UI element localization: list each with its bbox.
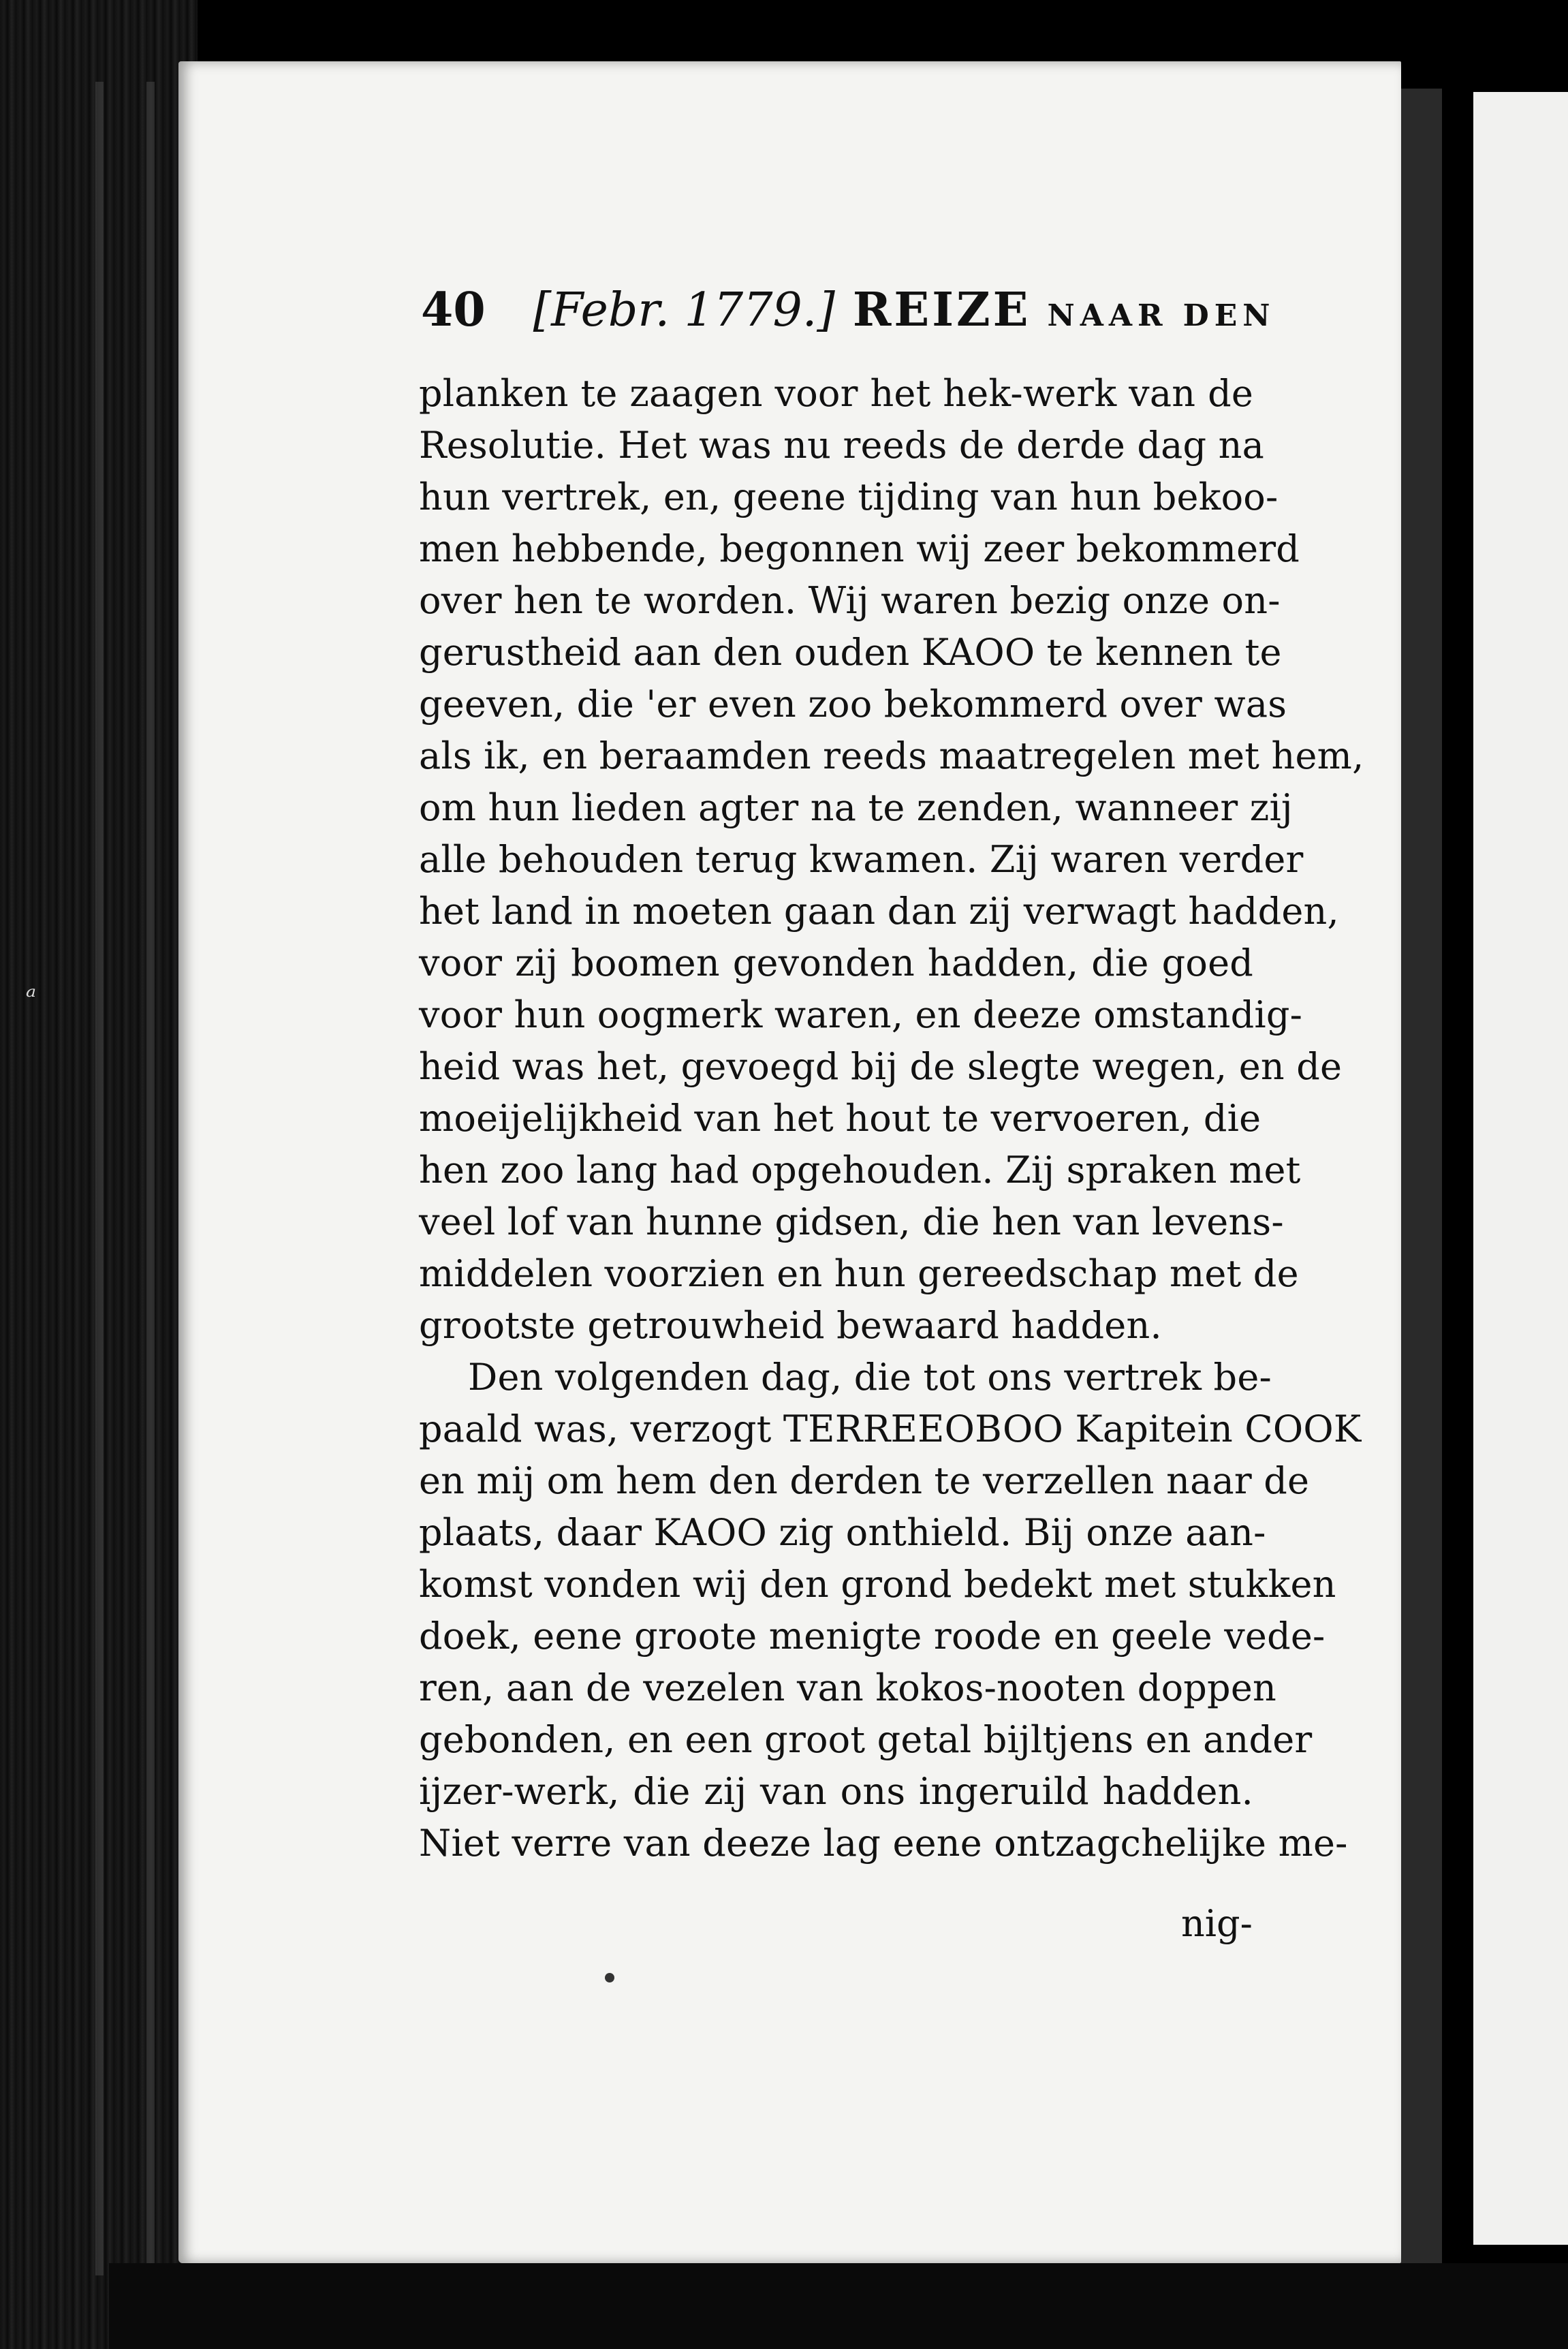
text-line: hen zoo lang had opgehouden. Zij spraken met bbox=[419, 1149, 1301, 1192]
text-line: middelen voorzien en hun gereedschap met de bbox=[419, 1252, 1299, 1295]
binding-stripe bbox=[146, 82, 155, 2275]
text-line: moeijelijkheid van het hout te vervoeren, die bbox=[419, 1097, 1261, 1140]
header-title-small: DEN bbox=[1182, 298, 1276, 333]
text-line: grootste getrouwheid bewaard hadden. bbox=[419, 1304, 1162, 1347]
body-text bbox=[419, 368, 1364, 1869]
text-line: komst vonden wij den grond bedekt met stukken bbox=[419, 1563, 1336, 1606]
text-line: voor zij boomen gevonden hadden, die goed bbox=[419, 942, 1253, 984]
text-line: heid was het, gevoegd bij de slegte wegen, en de bbox=[419, 1045, 1343, 1088]
next-page-fragment bbox=[1473, 92, 1568, 2245]
page-edge bbox=[1401, 89, 1442, 2269]
running-head bbox=[421, 279, 1276, 341]
text-line: gerustheid aan den ouden KAOO te kennen te bbox=[419, 631, 1282, 674]
text-line: het land in moeten gaan dan zij verwagt hadden, bbox=[419, 890, 1339, 933]
ink-dot bbox=[605, 1973, 614, 1982]
text-line: alle behouden terug kwamen. Zij waren verder bbox=[419, 838, 1304, 881]
text-line: Resolutie. Het was nu reeds de derde dag na bbox=[419, 424, 1265, 467]
text-line: planken te zaagen voor het hek-werk van de bbox=[419, 372, 1253, 415]
header-title: REIZE bbox=[852, 283, 1031, 337]
text-line: plaats, daar KAOO zig onthield. Bij onze aan- bbox=[419, 1511, 1266, 1554]
binding-stripe bbox=[95, 82, 104, 2275]
header-title-small: NAAR bbox=[1047, 298, 1168, 333]
text-line: hun vertrek, en, geene tijding van hun bekoo- bbox=[419, 476, 1279, 518]
text-line: paald was, verzogt TERREEOBOO Kapitein COOK bbox=[419, 1407, 1362, 1450]
text-line: Den volgenden dag, die tot ons vertrek be- bbox=[468, 1356, 1272, 1399]
text-line: om hun lieden agter na te zenden, wanneer zij bbox=[419, 786, 1293, 829]
text-line: gebonden, en een groot getal bijltjens en ander bbox=[419, 1718, 1313, 1761]
header-date: [Febr. 1779.] bbox=[533, 283, 835, 337]
text-line: Niet verre van deeze lag eene ontzagchelijke me- bbox=[419, 1822, 1348, 1865]
text-line: doek, eene groote menigte roode en geele vede- bbox=[419, 1615, 1326, 1658]
book-binding-gutter bbox=[0, 0, 198, 2349]
margin-mark: ᵃ bbox=[26, 981, 37, 1012]
text-line: geeven, die 'er even zoo bekommerd over was bbox=[419, 683, 1287, 726]
catchword: nig- bbox=[1181, 1902, 1253, 1945]
text-line: als ik, en beraamden reeds maatregelen met hem, bbox=[419, 734, 1364, 777]
text-line: en mij om hem den derden te verzellen naar de bbox=[419, 1459, 1310, 1502]
text-line: voor hun oogmerk waren, en deeze omstandig- bbox=[419, 993, 1303, 1036]
text-line: men hebbende, begonnen wij zeer bekommerd bbox=[419, 527, 1300, 570]
bottom-shadow bbox=[109, 2263, 1568, 2349]
page-number: 40 bbox=[421, 283, 486, 337]
text-line: ijzer-werk, die zij van ons ingeruild hadden. bbox=[419, 1770, 1253, 1813]
text-line: ren, aan de vezelen van kokos-nooten doppen bbox=[419, 1666, 1276, 1709]
text-line: over hen te worden. Wij waren bezig onze on- bbox=[419, 579, 1281, 622]
text-line: veel lof van hunne gidsen, die hen van levens- bbox=[419, 1200, 1284, 1243]
